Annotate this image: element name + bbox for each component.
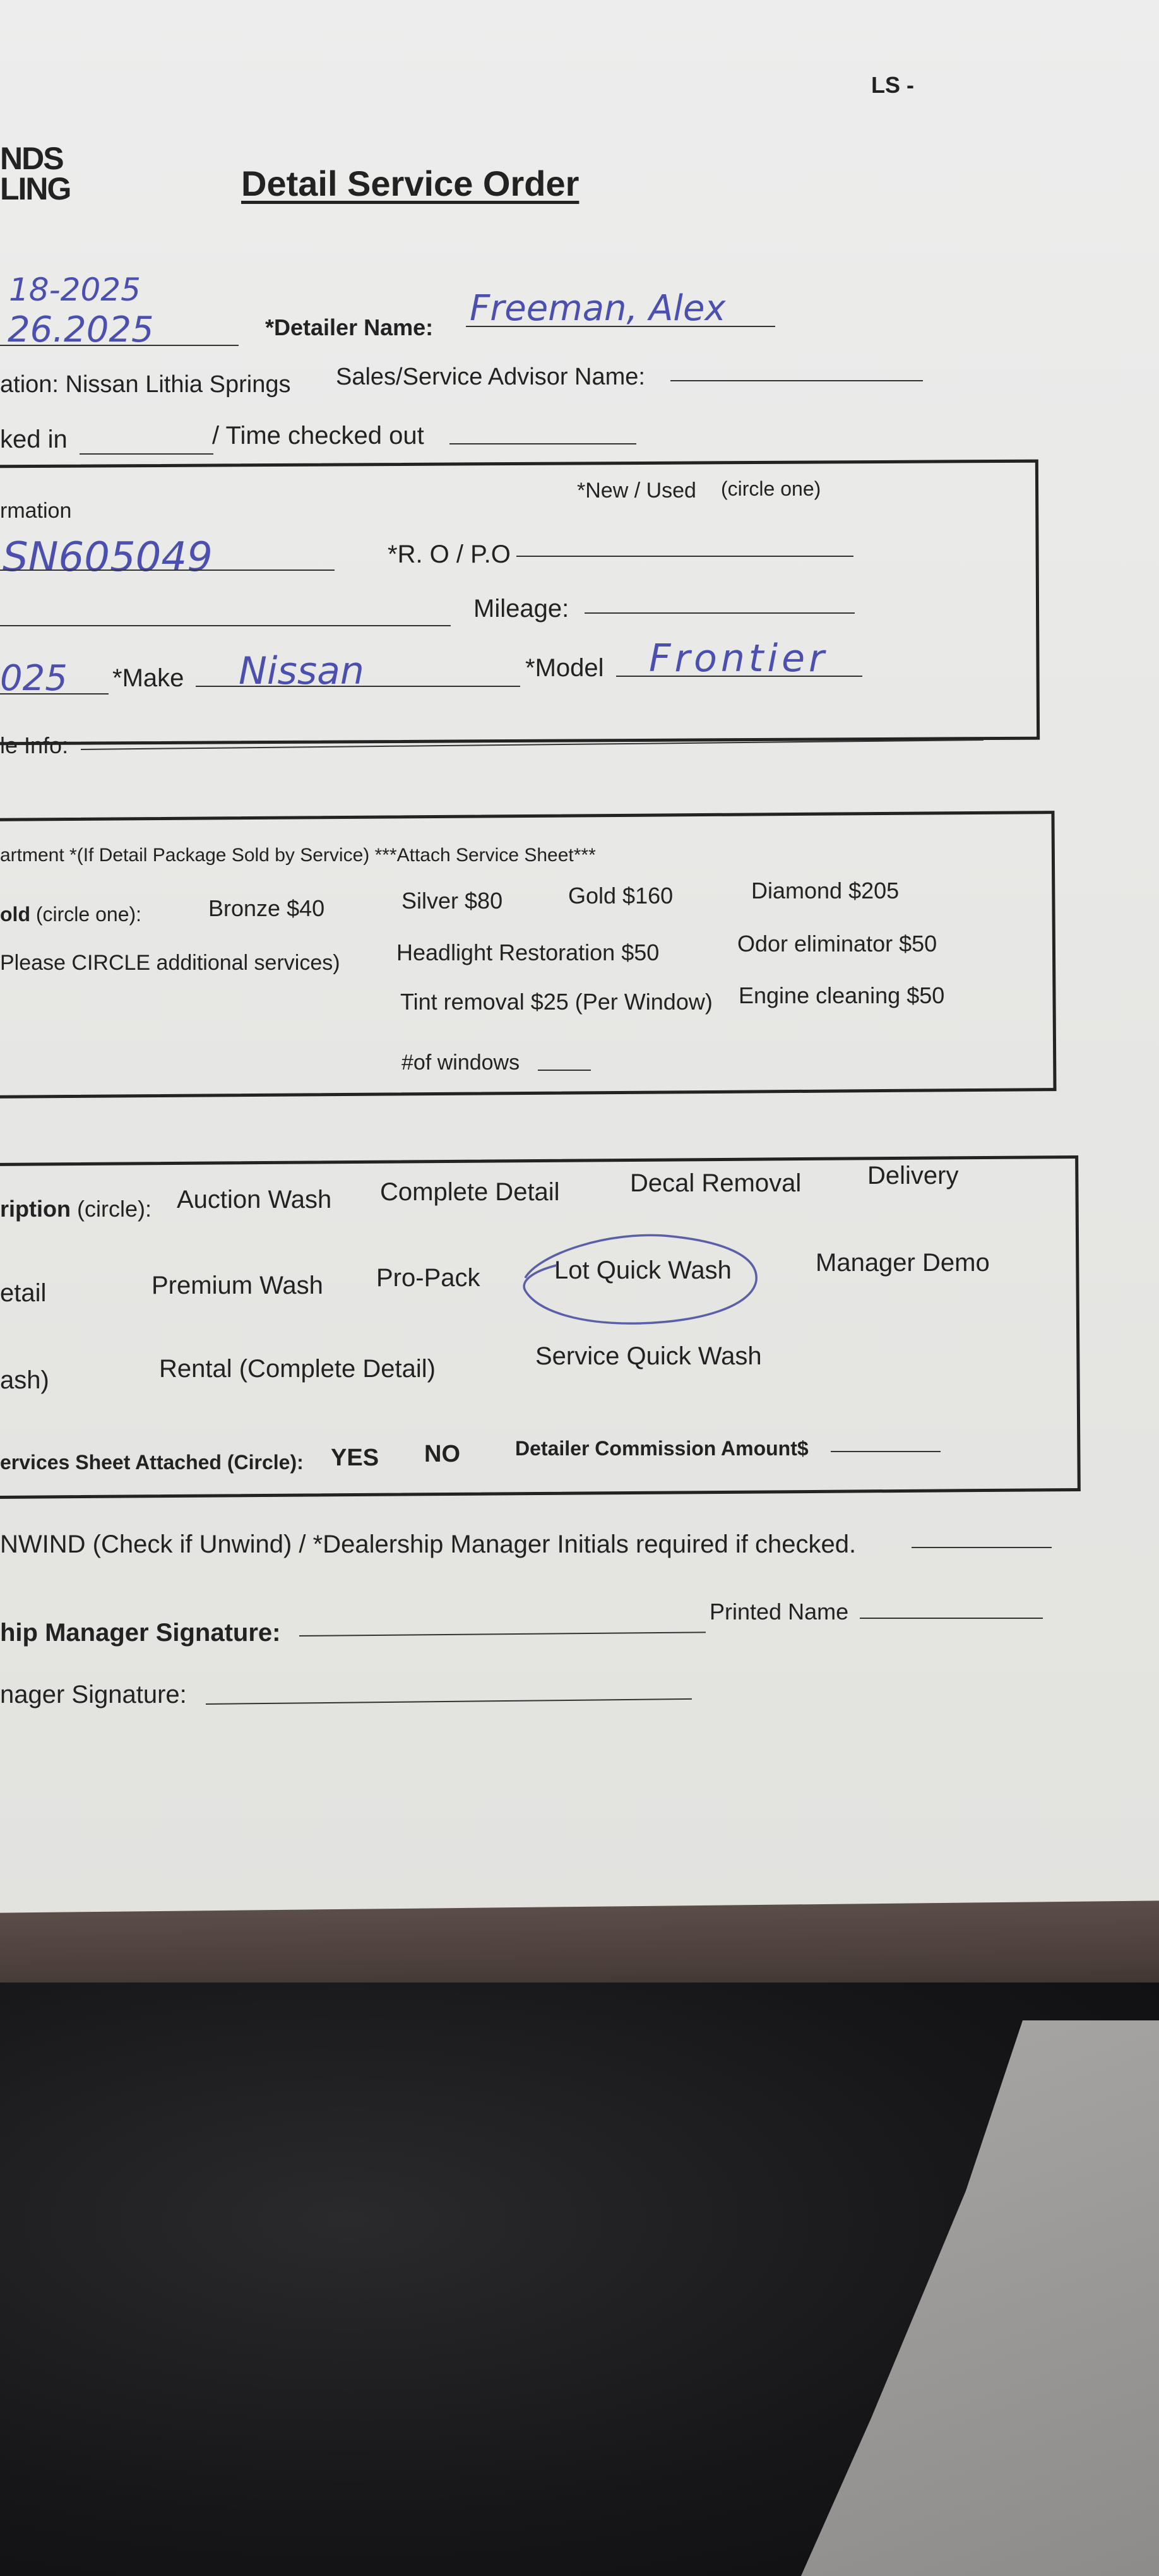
vin-line [0,625,451,626]
number-of-windows-label: #of windows [401,1051,520,1075]
manager-signature-label: nager Signature: [0,1681,187,1708]
description-bold: ription [0,1196,71,1222]
handwritten-date-2: 26.2025 [8,309,154,350]
vehicle-section-label: rmation [0,499,72,523]
circle-one-note: (circle one) [721,477,821,500]
package-bronze[interactable]: Bronze $40 [208,895,325,921]
date-line [0,345,239,346]
handwritten-make: Nissan [239,649,364,693]
option-wash[interactable]: ash) [0,1366,49,1394]
printed-name-label: Printed Name [710,1599,849,1625]
handwritten-stock-number: SN605049 [3,534,213,581]
logo-line-1: NDS [0,141,63,176]
location-text: ation: Nissan Lithia Springs [0,371,291,398]
unwind-initials-line [912,1547,1052,1548]
package-sold-bold: old [0,903,30,926]
option-service-quick-wash[interactable]: Service Quick Wash [535,1342,762,1370]
time-checked-out-label: / Time checked out [212,422,424,450]
make-label: *Make [112,664,184,692]
description-paren: (circle): [77,1196,152,1222]
package-diamond[interactable]: Diamond $205 [751,878,900,903]
handwritten-year: 025 [0,658,68,699]
package-silver[interactable]: Silver $80 [401,888,503,914]
time-checked-in-label: ked in [0,426,68,453]
model-label: *Model [525,654,604,682]
handwritten-detailer-name: Freeman, Alex [470,288,726,329]
mileage-label: Mileage: [473,595,569,623]
option-detail[interactable]: etail [0,1279,47,1307]
option-rental-complete-detail[interactable]: Rental (Complete Detail) [159,1355,436,1383]
printed-name-line [860,1618,1043,1619]
service-headlight-restoration[interactable]: Headlight Restoration $50 [396,939,660,965]
service-odor-eliminator[interactable]: Odor eliminator $50 [737,931,937,957]
mileage-line [585,612,855,614]
ro-po-line [516,556,853,557]
service-tint-removal[interactable]: Tint removal $25 (Per Window) [400,989,713,1015]
time-checked-in-line [80,453,213,455]
new-used-label: *New / Used [577,479,696,503]
number-of-windows-line [538,1070,591,1071]
handwritten-date-1: 18-2025 [9,271,141,308]
ls-label: LS - [871,72,914,98]
option-yes[interactable]: YES [331,1445,379,1471]
handwritten-circle-mark [513,1211,764,1328]
service-department-heading: artment *(If Detail Package Sold by Service) ***Attach Service Sheet*** [0,845,596,866]
option-lot-quick-wash[interactable]: Lot Quick Wash [554,1256,732,1284]
commission-amount-line [831,1451,941,1452]
year-line [0,693,109,695]
stock-number-line [0,569,335,571]
services-sheet-attached-label: ervices Sheet Attached (Circle): [0,1451,304,1474]
logo-line-2: LING [0,171,71,206]
option-premium-wash[interactable]: Premium Wash [152,1272,323,1299]
commission-amount-label: Detailer Commission Amount$ [515,1437,809,1460]
option-delivery[interactable]: Delivery [867,1162,959,1190]
option-pro-pack[interactable]: Pro-Pack [376,1264,480,1292]
advisor-name-label: Sales/Service Advisor Name: [336,364,645,390]
package-sold-paren: (circle one): [35,903,142,926]
unwind-label: NWIND (Check if Unwind) / *Dealership Manager Initials required if checked. [0,1530,857,1558]
option-auction-wash[interactable]: Auction Wash [177,1186,332,1213]
option-decal-removal[interactable]: Decal Removal [630,1169,802,1197]
vehicle-info-label: le Info: [0,732,69,758]
description-label [0,1196,152,1222]
service-engine-cleaning[interactable]: Engine cleaning $50 [739,982,945,1008]
time-checked-out-line [449,443,636,444]
additional-services-label: Please CIRCLE additional services) [0,951,340,975]
option-complete-detail[interactable]: Complete Detail [380,1178,560,1206]
detailer-name-label: *Detailer Name: [265,314,434,340]
option-no[interactable]: NO [424,1441,460,1467]
page-title: Detail Service Order [241,164,580,203]
handwritten-model: Frontier [649,636,828,681]
option-manager-demo[interactable]: Manager Demo [816,1249,990,1277]
ro-po-label: *R. O / P.O [388,540,511,568]
detailer-name-line [466,326,775,327]
advisor-name-line [670,380,923,381]
package-gold[interactable]: Gold $160 [568,883,674,909]
dealership-manager-signature-label: hip Manager Signature: [0,1619,281,1647]
package-sold-label [0,903,141,926]
